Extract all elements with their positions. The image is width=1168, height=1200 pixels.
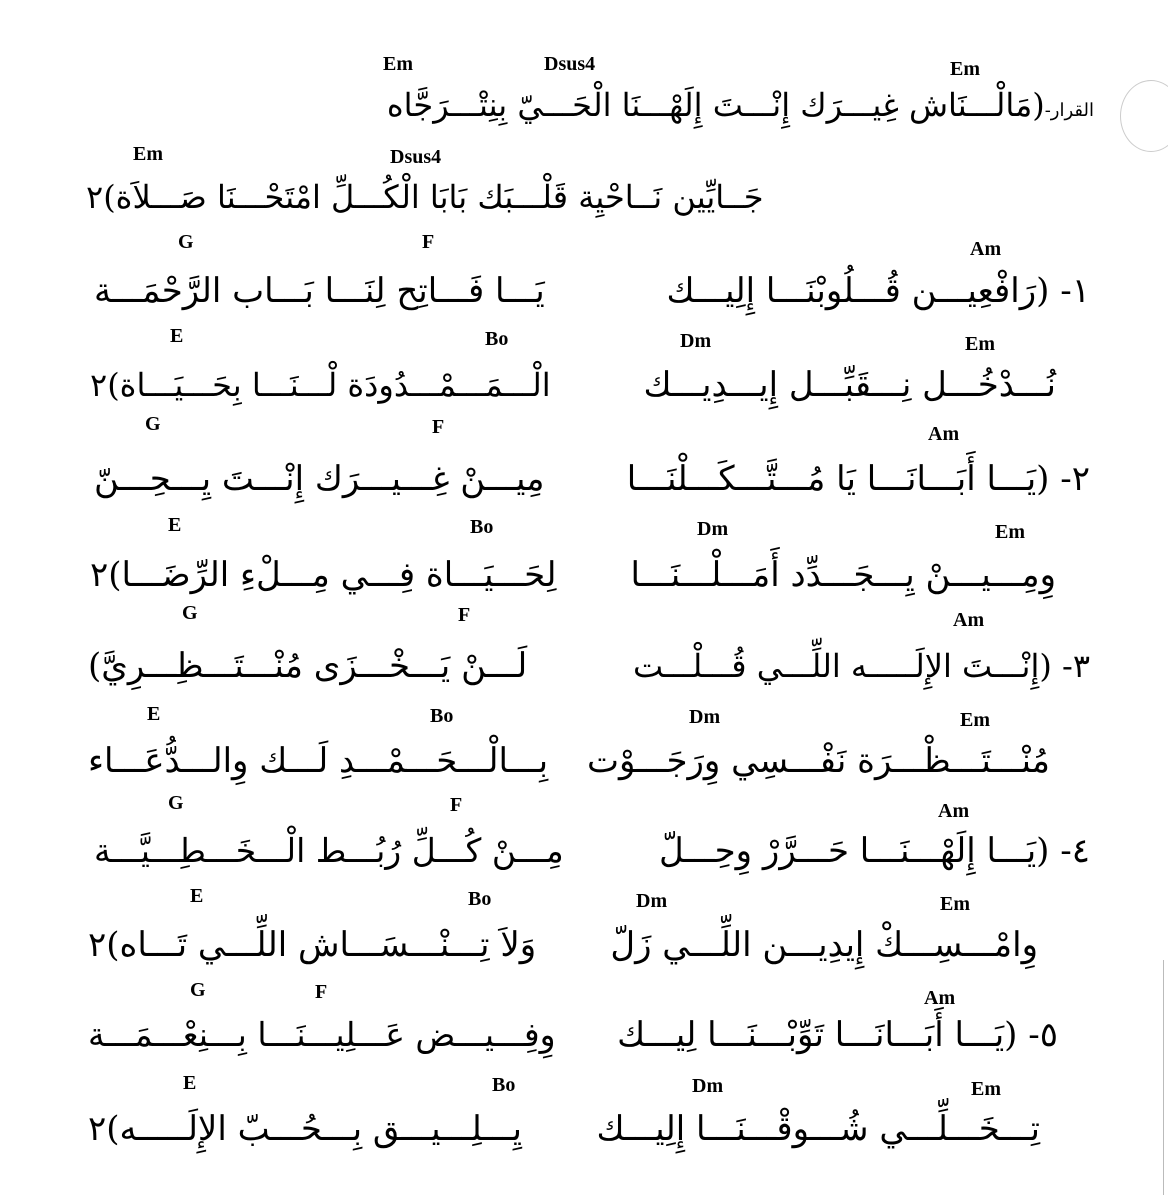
chord: Am (924, 987, 956, 1009)
verse-5-line-a-right: ٥- (يَـــا أَبَـــانَـــا تَوِّبْـــنَـــا لِيـــك (617, 1015, 1058, 1055)
scan-edge-line (1163, 960, 1164, 1195)
chord: Bo (470, 516, 494, 538)
chord: Bo (492, 1074, 516, 1096)
chord: G (190, 979, 206, 1001)
chord: Bo (485, 328, 509, 350)
verse-2-line-b-right: وِمِـــيـــنْ يِـــجَـــدِّد أَمَـــلْـــنَـــا (630, 555, 1056, 595)
verse-3-line-b-left: بِـــالْـــحَـــمْـــدِ لَـــك وِالـــدُّعَـــاء (88, 741, 549, 781)
verse-5-line-a-left: وِفِـــيـــض عَـــلِيـــنَـــا بِـــنِعْـــمَـــة (88, 1015, 556, 1054)
chord: Bo (430, 705, 454, 727)
chord: F (432, 416, 445, 438)
chord: G (168, 792, 184, 814)
chord: Am (928, 423, 960, 445)
verse-3-line-a-left: لَـــنْ يَـــخْـــزَى مُنْـــتَـــظِـــرِيَّ) (88, 646, 528, 686)
verse-2-line-a-left: مِيـــنْ غِـــيـــرَك إِنْـــتَ يِـــحِـــنّ (94, 459, 545, 499)
chord: Dm (636, 890, 668, 912)
verse-4-line-a-right: ٤- (يَـــا إِلَهْـــنَـــا حَـــرَّرْ وِحِـــلّ (659, 831, 1090, 871)
chord: Am (970, 238, 1002, 260)
chord: Dsus4 (390, 146, 442, 168)
verse-5-line-b-left: يِـــلِـــيـــق بِـــحُـــبّ الإِلَـــــه)٢ (88, 1109, 522, 1149)
chord: Dsus4 (544, 53, 596, 75)
chorus-line-2: جَــايِّين نَــاحْيِة قَلْـــبَك بَابَا الْكُـــلِّ امْتَحْـــنَا صَـــلاَة)٢ (86, 178, 764, 216)
chord: G (145, 413, 161, 435)
chord: Em (971, 1078, 1001, 1100)
chord: Am (953, 609, 985, 631)
chord: F (315, 981, 328, 1003)
chord: F (450, 794, 463, 816)
verse-5-line-b-right: تِـــخَـــلِّـــي شُـــوقْـــنَـــا إِلِيـــك (596, 1109, 1040, 1149)
chord: E (190, 885, 204, 907)
verse-4-line-a-left: مِـــنْ كُـــلِّ رُبُـــط الْـــخَـــطِـــيَّـــة (94, 831, 564, 870)
scan-margin-arc (1120, 80, 1168, 152)
chord: F (458, 604, 471, 626)
verse-3-line-a-right: ٣- (إِنْـــتَ الإِلَـــــه اللِّـــي قُـــلْـــت (632, 647, 1090, 685)
chord: Em (965, 333, 995, 355)
chord: Em (383, 53, 413, 75)
chord: Em (133, 143, 163, 165)
verse-1-line-a-right: ١- (رَافْعِيـــن قُـــلُوبْنَـــا إِلِيـــك (666, 271, 1090, 311)
chord: Dm (689, 706, 721, 728)
chord: Bo (468, 888, 492, 910)
chord: E (170, 325, 184, 347)
chord: Dm (697, 518, 729, 540)
chorus-label: القرار- (1044, 100, 1094, 121)
chord: E (183, 1072, 197, 1094)
verse-1-line-b-right: نُـــدْخُـــل نِـــقَبِّـــل إِيـــدِيـــك (643, 365, 1056, 405)
chord: Em (960, 709, 990, 731)
chord: G (178, 231, 194, 253)
chorus-line-1: القرار-(مَالْـــنَاش غِيـــرَك إِنْـــتَ إِلَهْـــنَا الْحَـــيّ بِنِتْـــرَجَّاه (386, 86, 1094, 124)
verse-2-line-b-left: لِحَـــيَـــاة فِـــي مِـــلْءِ الرِّضَـــا)٢ (90, 555, 557, 595)
verse-4-line-b-right: وِامْـــسِـــكْ إِيدِيـــن اللِّـــي زَلّ (610, 925, 1038, 965)
chord: E (168, 514, 182, 536)
chord: E (147, 703, 161, 725)
chord: G (182, 602, 198, 624)
chord: Dm (692, 1075, 724, 1097)
verse-2-line-a-right: ٢- (يَـــا أَبَـــانَـــا يَا مُـــتَّـــكَـــلْنَـــا (626, 459, 1090, 499)
verse-4-line-b-left: وَلاَ تِـــنْـــسَـــاش اللِّـــي تَـــاه)٢ (88, 925, 537, 965)
chord: Am (938, 800, 970, 822)
chord: Em (995, 521, 1025, 543)
verse-1-line-b-left: الْـــمَـــمْـــدُودَة لْـــنَـــا بِحَـــيَـــاة)٢ (90, 366, 551, 404)
verse-3-line-b-right: مُنْـــتَـــظْـــرَة نَفْـــسِي وِرَجَـــوْت (587, 741, 1050, 781)
chord: Dm (680, 330, 712, 352)
chord: F (422, 231, 435, 253)
verse-1-line-a-left: يَـــا فَـــاتِح لِنَـــا بَـــاب الرَّحْمَـــة (94, 271, 545, 311)
chord: Em (940, 893, 970, 915)
chord: Em (950, 58, 980, 80)
